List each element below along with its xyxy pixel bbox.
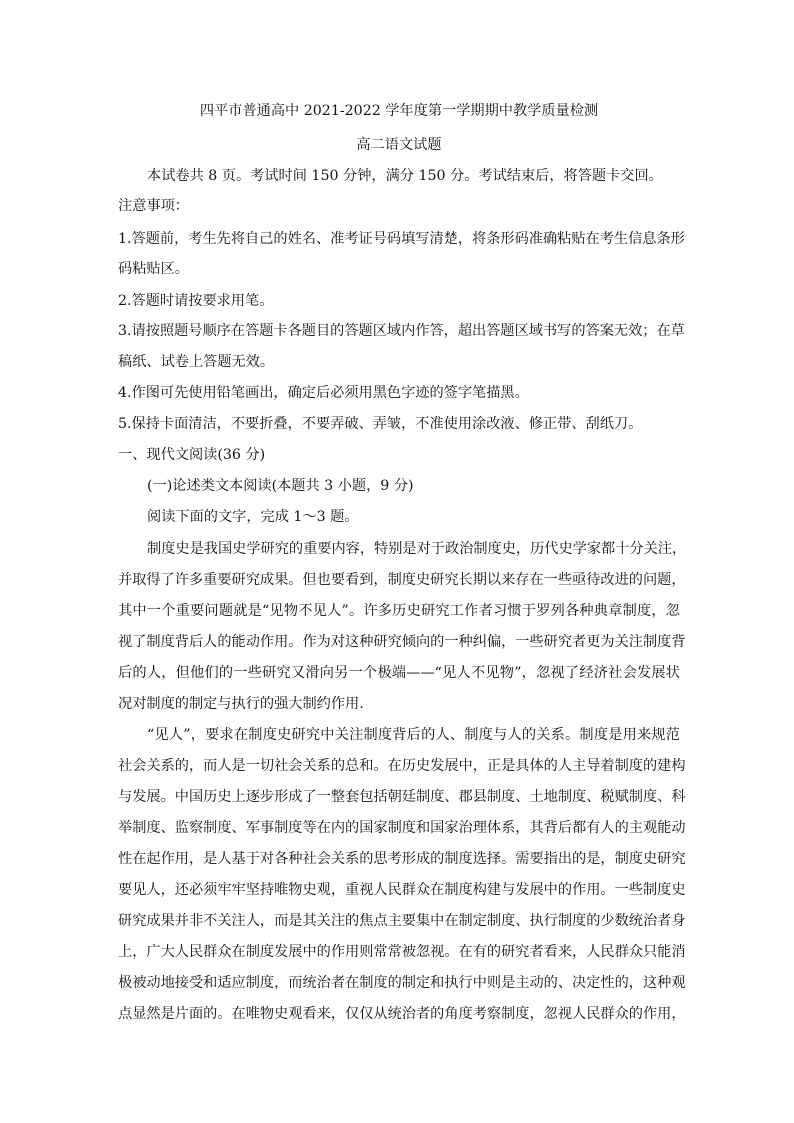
paragraph-line: 要见人，还必须牢牢坚持唯物史观，重视人民群众在制度构建与发展中的作用。一些制度史 (118, 882, 686, 898)
paragraph-line: 性在起作用，是人基于对各种社会关系的思考形成的制度选择。需要指出的是，制度史研究 (118, 851, 686, 867)
paragraph-line: 社会关系的，而人是一切社会关系的总和。在历史发展中，正是具体的人主导着制度的建构 (118, 758, 686, 774)
paragraph-line: 制度史是我国史学研究的重要内容，特别是对于政治制度史，历代史学家都十分关注， (147, 541, 687, 557)
paragraph-line: “见人”，要求在制度史研究中关注制度背后的人、制度与人的关系。制度是用来规范 (147, 727, 680, 743)
exam-subtitle: 高二语文试题 (356, 137, 442, 153)
section-heading: 一、现代文阅读(36 分) (118, 447, 266, 463)
paragraph-line: 与发展。中国历史上逐步形成了一整套包括朝廷制度、郡县制度、土地制度、税赋制度、科 (118, 789, 686, 805)
paragraph-line: 其中一个重要问题就是“见物不见人”。许多历史研究工作者习惯于罗列各种典章制度，忽 (118, 603, 680, 619)
paragraph-line: 后的人，但他们的一些研究又滑向另一个极端——“见人不见物”，忽视了经济社会发展状 (118, 665, 680, 681)
notice-line: 5.保持卡面清洁，不要折叠，不要弄破、弄皱，不准使用涂改液、修正带、刮纸刀。 (118, 416, 643, 432)
notice-heading: 注意事项： (118, 198, 189, 214)
paragraph-line: 并取得了许多重要研究成果。但也要看到，制度史研究长期以来存在一些亟待改进的问题， (118, 572, 686, 588)
intro-text: 本试卷共 8 页。考试时间 150 分钟，满分 150 分。考试结束后，将答题卡交回。 (147, 168, 663, 184)
paragraph-line: 况对制度的制定与执行的强大制约作用. (118, 696, 364, 712)
notice-line: 码粘贴区。 (118, 261, 189, 277)
paragraph-line: 举制度、监察制度、军事制度等在内的国家制度和国家治理体系，其背后都有人的主观能动 (118, 820, 686, 836)
notice-line: 2.答题时请按要求用笔。 (118, 293, 274, 309)
paragraph-line: 视了制度背后人的能动作用。作为对这种研究倾向的一种纠偏，一些研究者更为关注制度背 (118, 634, 686, 650)
notice-line: 稿纸、试卷上答题无效。 (118, 354, 275, 370)
notice-line: 4.作图可先使用铅笔画出，确定后必须用黑色字迹的签字笔描黑。 (118, 385, 529, 401)
paragraph-line: 上，广大人民群众在制度发展中的作用则常常被忽视。在有的研究者看来，人民群众只能消 (118, 944, 686, 960)
reading-instruction: 阅读下面的文字，完成 1～3 题。 (147, 509, 359, 525)
paragraph-line: 研究成果并非不关注人，而是其关注的焦点主要集中在制定制度、执行制度的少数统治者身 (118, 913, 686, 929)
paragraph-line: 极被动地接受和适应制度，而统治者在制度的制定和执行中则是主动的、决定性的，这种观 (118, 975, 686, 991)
notice-line: 3.请按照题号顺序在答题卡各题目的答题区域内作答，超出答题区域书写的答案无效；在草 (118, 323, 685, 339)
notice-line: 1.答题前，考生先将自己的姓名、准考证号码填写清楚，将条形码准确粘贴在考生信息条形 (118, 231, 685, 247)
paragraph-line: 点显然是片面的。在唯物史观看来，仅仅从统治者的角度考察制度，忽视人民群众的作用， (118, 1006, 686, 1022)
subsection-heading: (一)论述类文本阅读(本题共 3 小题，9 分) (147, 478, 414, 494)
exam-title: 四平市普通高中 2021-2022 学年度第一学期期中教学质量检测 (199, 103, 599, 119)
